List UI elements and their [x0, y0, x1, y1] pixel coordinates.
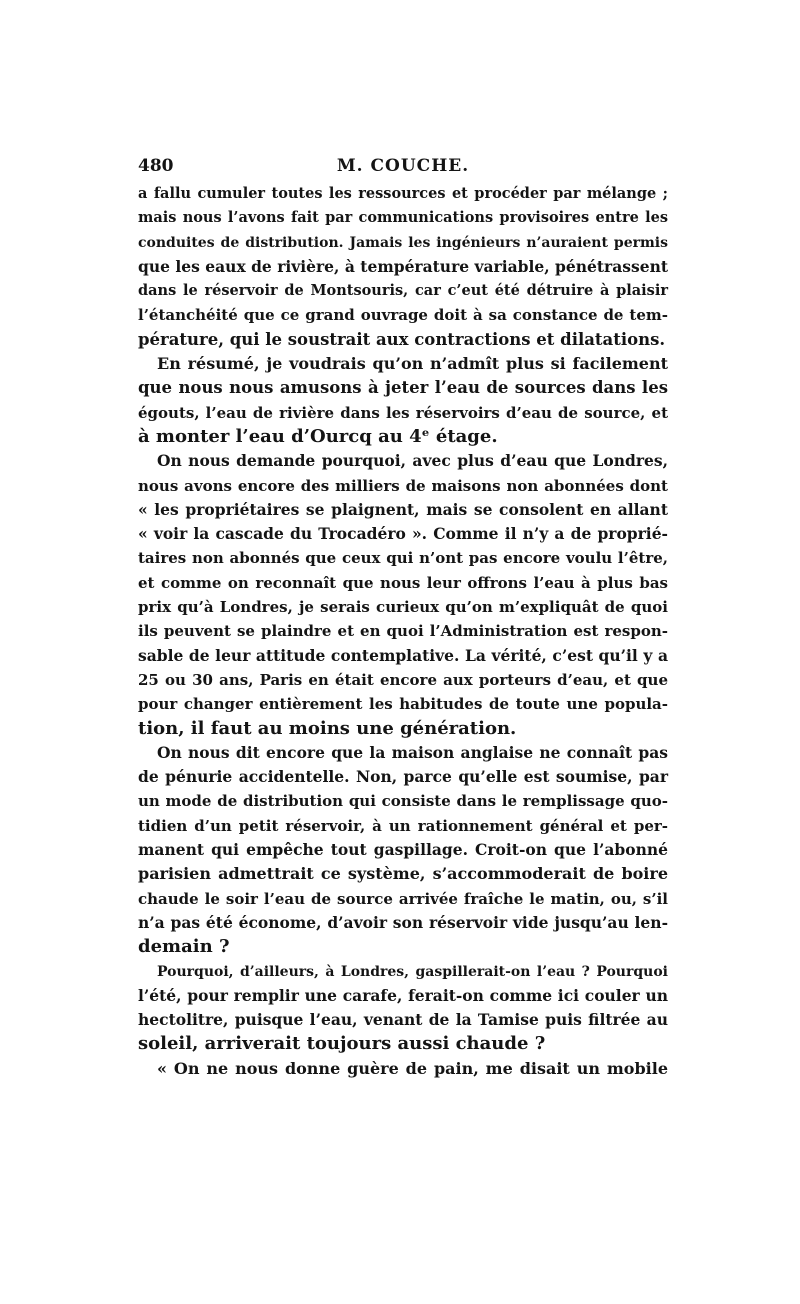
running-head: M. COUCHE.: [336, 156, 470, 176]
body-text: [138, 182, 668, 1081]
text-line: et comme on reconnaît que nous leur offrons l’eau à plus bas: [138, 573, 668, 592]
text-line: taires non abonnés que ceux qui n’ont pas encore voulu l’être,: [138, 549, 668, 568]
text-line: n’a pas été économe, d’avoir son réservoir vide jusqu’au len-: [138, 912, 668, 932]
paragraph: [138, 182, 668, 352]
page-header: [138, 156, 668, 182]
text-line: égouts, l’eau de rivière dans les réservoirs d’eau de source, et: [138, 403, 668, 422]
text-line: « voir la cascade du Trocadéro ». Comme il n’y a de proprié-: [138, 524, 668, 544]
text-line: chaude le soir l’eau de source arrivée fraîche le matin, ou, s’il: [138, 889, 668, 908]
text-line: Pourquoi, d’ailleurs, à Londres, gaspillerait-on l’eau ? Pourquoi: [157, 963, 668, 980]
text-line: 25 ou 30 ans, Paris en était encore aux porteurs d’eau, et que: [138, 670, 668, 689]
text-line: hectolitre, puisque l’eau, venant de la Tamise puis filtrée au: [138, 1010, 668, 1030]
text-line: de pénurie accidentelle. Non, parce qu’elle est soumise, par: [138, 767, 668, 787]
text-line: conduites de distribution. Jamais les ingénieurs n’auraient permis: [138, 234, 668, 251]
text-line: prix qu’à Londres, je serais curieux qu’on m’expliquât de quoi: [138, 598, 668, 617]
text-line: tidien d’un petit réservoir, à un rationnement général et per-: [138, 816, 668, 835]
text-line: tion, il faut au moins une génération.: [138, 717, 517, 739]
text-line: pérature, qui le soustrait aux contractions et dilatations.: [138, 329, 666, 349]
text-line: pour changer entièrement les habitudes de toute une popula-: [138, 695, 668, 714]
text-line: que les eaux de rivière, à température variable, pénétrassent: [138, 256, 668, 276]
paragraph: [138, 1057, 668, 1081]
text-line: « les propriétaires se plaignent, mais se consolent en allant: [138, 499, 668, 519]
text-line: demain ?: [138, 936, 230, 958]
text-line: sable de leur attitude contemplative. La vérité, c’est qu’il y a: [138, 645, 668, 665]
text-line: a fallu cumuler toutes les ressources et procéder par mélange ;: [138, 185, 668, 202]
text-line: soleil, arriverait toujours aussi chaude ?: [138, 1033, 546, 1055]
text-line: ils peuvent se plaindre et en quoi l’Administration est respon-: [138, 622, 668, 641]
paragraph: [138, 449, 668, 741]
text-line: En résumé, je voudrais qu’on n’admît plus si facilement: [157, 354, 668, 374]
page-number: 480: [138, 156, 174, 176]
text-line: un mode de distribution qui consiste dans le remplissage quo-: [138, 792, 668, 811]
text-line: On nous dit encore que la maison anglaise ne connaît pas: [157, 742, 668, 762]
text-line: l’été, pour remplir une carafe, ferait-on comme ici couler un: [138, 985, 668, 1005]
text-line: parisien admettrait ce système, s’accommoderait de boire: [138, 864, 668, 884]
text-line: dans le réservoir de Montsouris, car c’eut été détruire à plaisir: [138, 282, 668, 300]
text-line: mais nous l’avons fait par communications provisoires entre les: [138, 209, 668, 227]
text-line: On nous demande pourquoi, avec plus d’eau que Londres,: [157, 451, 668, 471]
paragraph: [138, 741, 668, 960]
text-line: à monter l’eau d’Ourcq au 4ᵉ étage.: [138, 425, 498, 447]
text-line: manent qui empêche tout gaspillage. Croit-on que l’abonné: [138, 840, 668, 860]
paragraph: [138, 352, 668, 449]
text-line: l’étanchéité que ce grand ouvrage doit à sa constance de tem-: [138, 306, 668, 325]
paragraph: [138, 960, 668, 1057]
text-line: nous avons encore des milliers de maisons non abonnées dont: [138, 476, 668, 495]
text-line: « On ne nous donne guère de pain, me disait un mobile: [157, 1058, 668, 1078]
text-line: que nous nous amusons à jeter l’eau de sources dans les: [138, 378, 668, 398]
